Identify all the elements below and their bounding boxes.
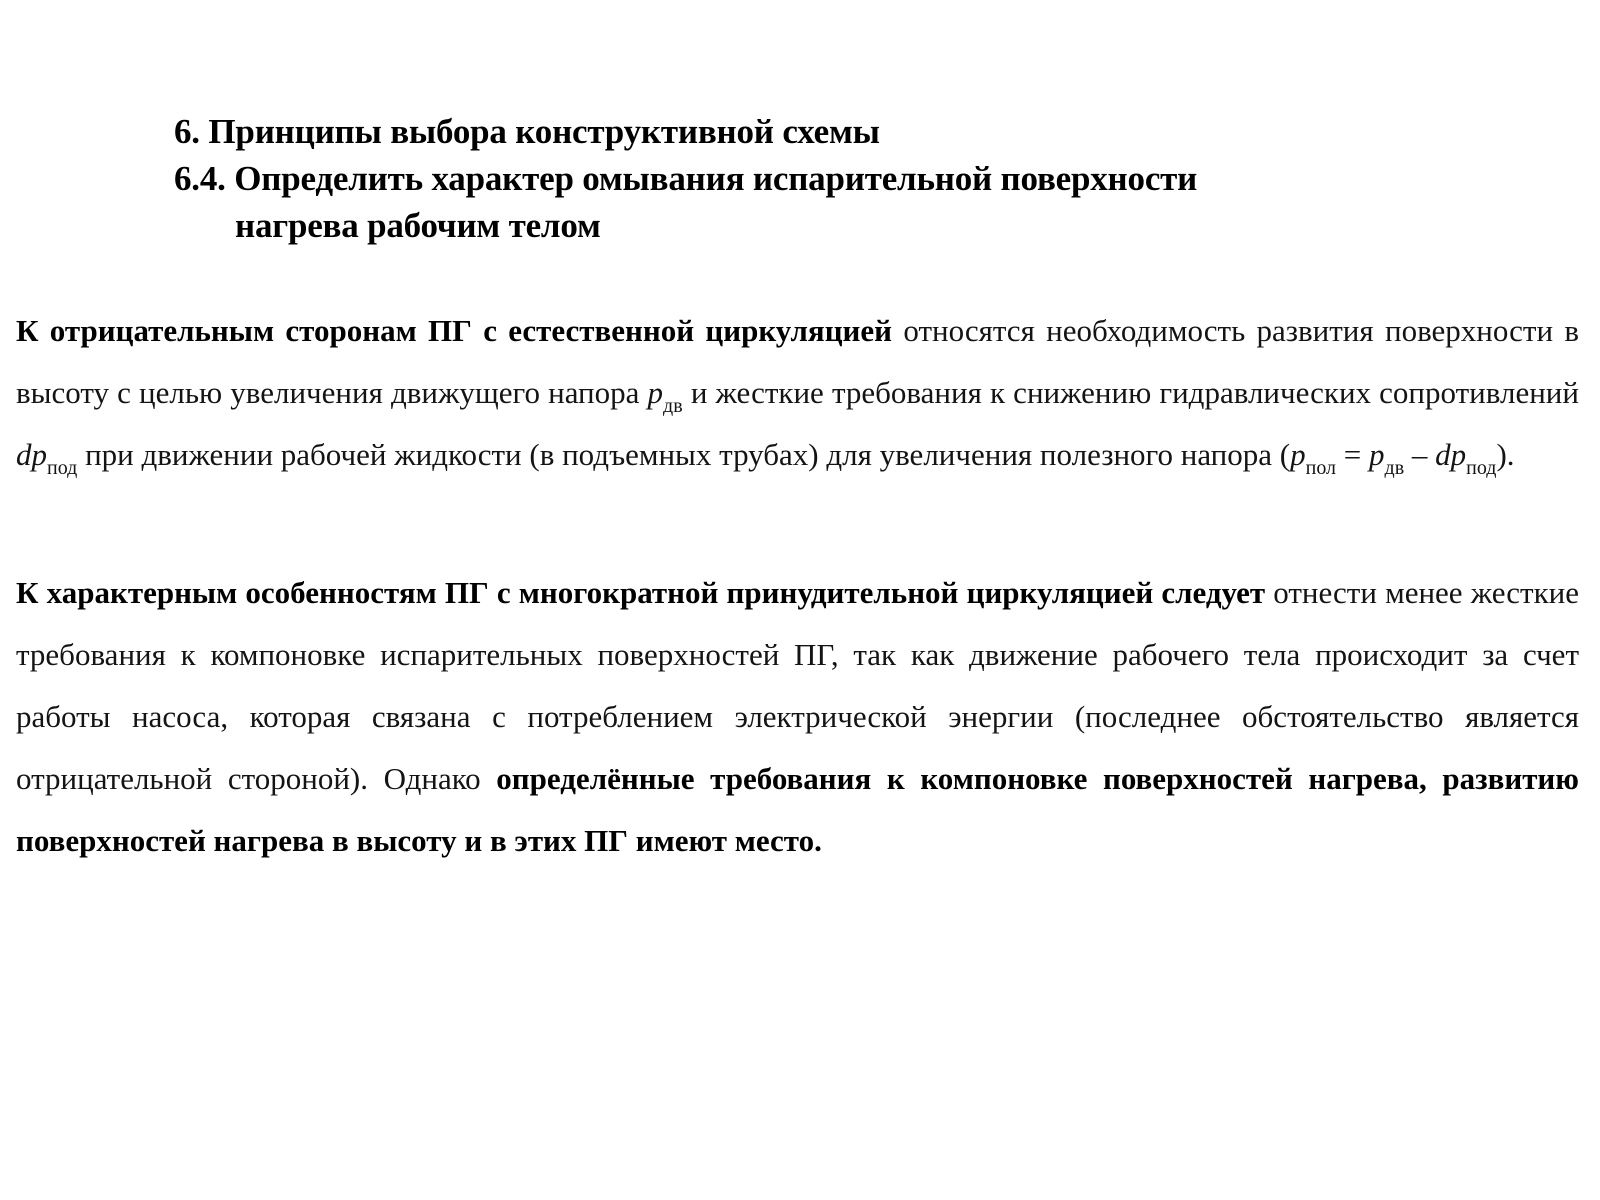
paragraph1-text-c: при движении рабочей жидкости (в подъемных трубах) для увеличения полезного напора ( — [77, 437, 1291, 472]
formula-subscript-pol: пол — [1305, 457, 1337, 479]
title-subsection-heading-continued: нагрева рабочим телом — [235, 206, 601, 245]
formula-minus: – — [1404, 437, 1436, 472]
formula-dp-pod: dp — [1435, 437, 1467, 472]
subscript-pod: под — [47, 457, 78, 479]
title-section-heading: 6. Принципы выбора конструктивной схемы — [174, 112, 880, 151]
paragraph2-bold-lead: К характерным особенностям ПГ с многократной принудительной циркуляцией следует — [16, 575, 1266, 610]
symbol-p-dv — [647, 375, 683, 417]
paragraph1-text-b: и жесткие требования к снижению гидравлических сопротивлений — [682, 375, 1579, 410]
paragraph-natural-circulation — [16, 300, 1579, 486]
formula-subscript-pod: под — [1466, 457, 1497, 479]
paragraph1-bold-lead: К отрицательным сторонам ПГ с естественной циркуляцией — [16, 313, 893, 348]
title-subsection-heading: 6.4. Определить характер омывания испарительной поверхности — [174, 159, 1198, 198]
paragraph1-text-end: ). — [1496, 437, 1515, 472]
formula-equals: = — [1336, 437, 1370, 472]
formula-p-dv: p — [1369, 437, 1385, 472]
slide-title — [174, 108, 1554, 249]
formula-subscript-dv: дв — [1384, 457, 1405, 479]
symbol-dp-pod — [16, 437, 78, 479]
subscript-dv: дв — [663, 395, 683, 417]
formula-p-pol: p — [1290, 437, 1306, 472]
paragraph-forced-circulation — [16, 562, 1579, 872]
paragraph1-text-a: относятся необходимость развития поверхности в высоту с целью увеличения движущего напора — [16, 313, 1579, 410]
formula-useful-head — [1290, 437, 1497, 479]
paragraph2-bold-tail: определённые требования к компоновке поверхностей нагрева, развитию поверхностей нагрева в высоту и в этих ПГ имеют место. — [16, 761, 1579, 858]
paragraph2-text-a: отнести менее жесткие требования к компоновке испарительных поверхностей ПГ, так как движение рабочего тела происходит за счет работы насоса, которая связана с потреблением электрической энергии (последнее обстоятельство является отрицательной стороной). Однако — [16, 575, 1579, 796]
symbol-p: p — [647, 375, 664, 410]
symbol-dp: dp — [16, 437, 47, 472]
